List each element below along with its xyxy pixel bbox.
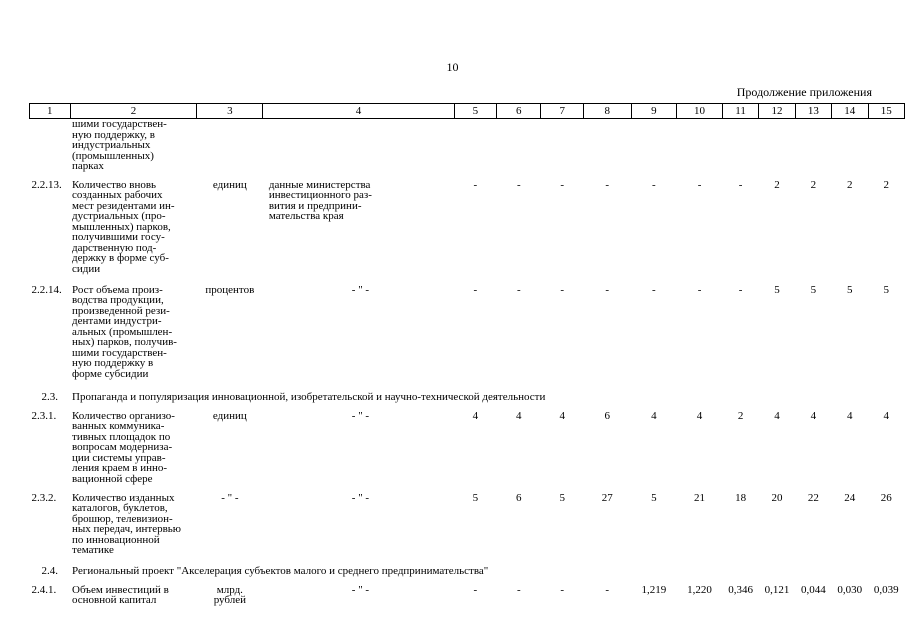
indicator-value: [759, 119, 795, 177]
indicator-number: 2.4.1.: [31, 583, 57, 596]
column-header: 2: [70, 104, 197, 119]
indicator-value: 18: [735, 491, 747, 504]
data-source: - " -: [351, 283, 370, 296]
column-header: 1: [30, 104, 71, 119]
indicator-value: 0,044: [801, 583, 826, 596]
data-source: - " -: [351, 491, 370, 504]
indicator-description: Объем инвестиций в основной капитал: [72, 583, 169, 606]
indicator-value: -: [697, 283, 702, 296]
column-header: 15: [868, 104, 905, 119]
indicator-value: -: [605, 583, 610, 596]
table-row: [30, 119, 905, 177]
indicator-value: -: [560, 283, 565, 296]
indicator-value: 4: [516, 409, 522, 422]
indicator-value: -: [560, 583, 565, 596]
unit-of-measure: процентов: [205, 283, 255, 296]
table-row: [30, 177, 905, 282]
section-row: [30, 564, 905, 582]
indicator-value: [541, 119, 584, 177]
indicator-description: Рост объема произ- водства продукции, произведенной рези- дентами индустри- альных (промышлен- ных) парков, получив- шими государствен- ную поддержку в форме субсидии: [72, 283, 177, 380]
indicator-number: 2.2.13.: [31, 178, 62, 191]
indicator-description: Количество изданных каталогов, буклетов, брошюр, телевизион- ных передач, интервью по инновационной тематике: [72, 491, 182, 556]
indicator-value: 5: [774, 283, 780, 296]
header-row: [30, 104, 905, 119]
indicator-value: 2: [737, 409, 744, 422]
column-header: 5: [454, 104, 497, 119]
column-header: 3: [197, 104, 263, 119]
indicator-value: 2: [810, 178, 817, 191]
indicator-number: 2.2.14.: [31, 283, 62, 296]
indicator-value: 4: [559, 409, 565, 422]
indicator-value: [497, 119, 541, 177]
indicator-value: -: [605, 178, 610, 191]
indicator-value: 0,039: [873, 583, 899, 596]
section-number: 2.4.: [41, 564, 58, 577]
indicator-value: 5: [472, 491, 479, 504]
indicator-description: шими государствен- ную поддержку, в индустриальных (промышленных) парках: [72, 118, 167, 172]
table-row: [30, 582, 905, 612]
indicator-value: 5: [651, 491, 657, 504]
indicator-value: 4: [810, 409, 817, 422]
indicator-value: -: [738, 178, 743, 191]
indicator-value: 1,220: [687, 583, 712, 596]
indicator-value: [722, 119, 758, 177]
unit-of-measure: единиц: [212, 178, 247, 191]
section-number: 2.3.: [41, 390, 58, 403]
continuation-label: Продолжение приложения: [736, 85, 872, 99]
indicator-value: -: [652, 283, 656, 296]
indicator-value: [584, 119, 632, 177]
indicator-value: -: [738, 283, 743, 296]
indicator-value: 4: [883, 409, 889, 422]
table-row: [30, 490, 905, 564]
column-header: 9: [631, 104, 677, 119]
column-header: 11: [722, 104, 758, 119]
indicator-value: 4: [696, 409, 703, 422]
indicator-value: [677, 119, 723, 177]
indicator-value: 0,030: [837, 583, 863, 596]
indicator-value: 4: [472, 409, 479, 422]
indicator-value: -: [516, 583, 521, 596]
section-title: Региональный проект "Акселерация субъектов малого и среднего предпринимательства": [72, 564, 489, 577]
indicator-value: 5: [883, 283, 889, 296]
indicator-value: [454, 119, 497, 177]
indicator-value: 0,121: [764, 583, 790, 596]
indicator-value: 24: [844, 491, 856, 504]
indicator-description: Количество организо- ванных коммуника- тивных площадок по вопросам модерниза- ции системы управ- ления краем в инно- вационной сфере: [72, 409, 175, 485]
column-header: 7: [541, 104, 584, 119]
column-header: 10: [677, 104, 723, 119]
indicator-value: -: [652, 178, 656, 191]
indicator-value: 1,219: [641, 583, 667, 596]
column-header: 4: [263, 104, 454, 119]
indicator-description: Количество вновь созданных рабочих мест резидентами ин- дустриальных (про- мышленных) парков, получившими госу- дарственную под- держку в форме суб- сидии: [72, 178, 175, 275]
indicator-value: -: [560, 178, 565, 191]
indicator-value: 20: [771, 491, 783, 504]
indicator-value: 4: [847, 409, 853, 422]
column-header: 8: [584, 104, 632, 119]
data-source: - " -: [351, 583, 370, 596]
data-source: данные министерства инвестиционного раз- вития и предприни- мательства края: [268, 178, 372, 222]
indicator-value: 5: [559, 491, 565, 504]
indicator-value: -: [516, 178, 521, 191]
indicator-value: -: [473, 583, 478, 596]
unit-of-measure: - " -: [221, 491, 239, 504]
unit-of-measure: единиц: [212, 409, 247, 422]
indicator-number: 2.3.1.: [31, 409, 57, 422]
section-title: Пропаганда и популяризация инновационной, изобретательской и научно-технической деятельности: [72, 390, 546, 403]
indicator-value: [795, 119, 831, 177]
unit-of-measure: млрд. рублей: [213, 583, 246, 606]
indicator-number: [30, 119, 71, 177]
indicator-value: 2: [774, 178, 780, 191]
indicator-value: [832, 119, 868, 177]
data-source: [263, 119, 454, 177]
indicator-value: -: [473, 178, 478, 191]
indicator-value: 5: [847, 283, 853, 296]
indicator-value: -: [473, 283, 478, 296]
indicator-table: [29, 103, 905, 612]
column-header: 13: [795, 104, 831, 119]
column-header: 6: [497, 104, 541, 119]
indicator-value: -: [605, 283, 610, 296]
indicator-value: 0,346: [728, 583, 753, 596]
indicator-value: 21: [694, 491, 706, 504]
indicator-value: 4: [651, 409, 657, 422]
indicator-value: 6: [604, 409, 610, 422]
indicator-value: [868, 119, 905, 177]
indicator-number: 2.3.2.: [31, 491, 57, 504]
page-number: 10: [446, 60, 459, 74]
indicator-value: -: [516, 283, 521, 296]
indicator-value: 27: [601, 491, 613, 504]
indicator-value: -: [697, 178, 702, 191]
section-row: [30, 390, 905, 408]
table-row: [30, 408, 905, 490]
column-header: 12: [759, 104, 795, 119]
unit-of-measure: [197, 119, 263, 177]
data-source: - " -: [351, 409, 370, 422]
indicator-value: 5: [810, 283, 817, 296]
indicator-value: 26: [880, 491, 892, 504]
column-header: 14: [832, 104, 868, 119]
indicator-value: 2: [883, 178, 889, 191]
indicator-value: [631, 119, 677, 177]
table-row: [30, 282, 905, 390]
indicator-value: 4: [774, 409, 780, 422]
indicator-value: 22: [807, 491, 819, 504]
indicator-value: 2: [847, 178, 853, 191]
indicator-value: 6: [516, 491, 522, 504]
